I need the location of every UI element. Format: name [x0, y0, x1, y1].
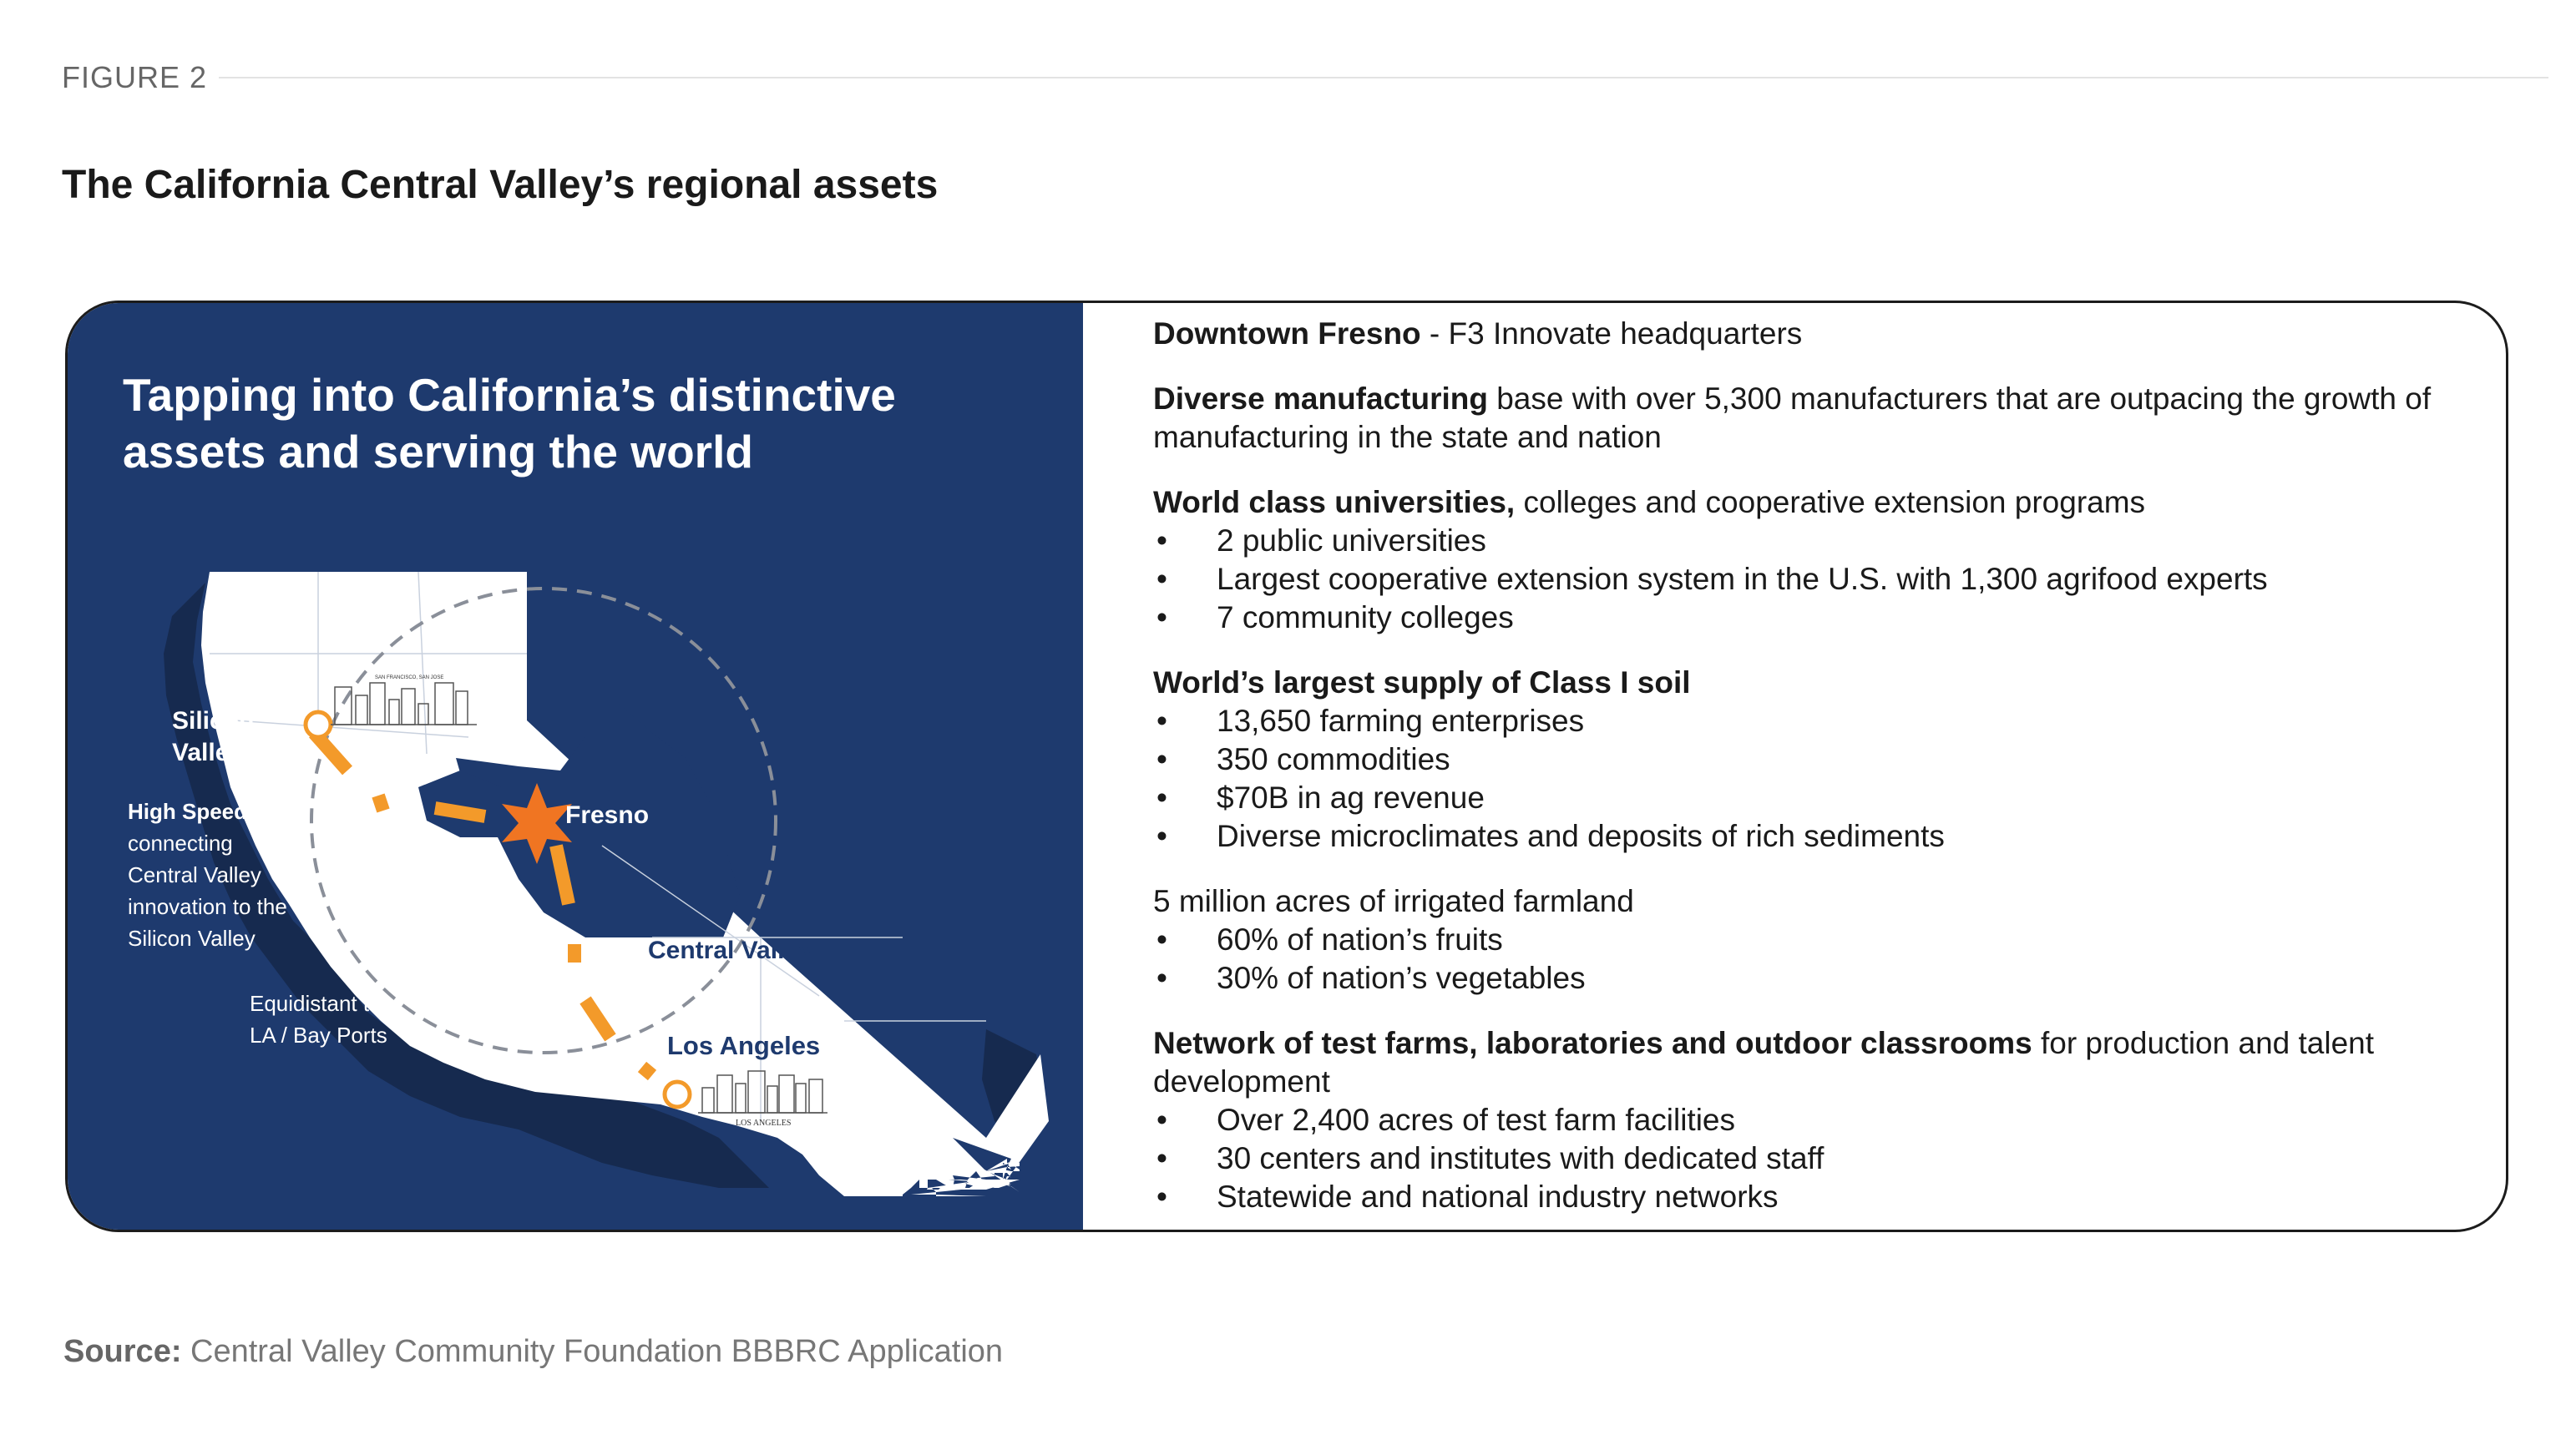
asset-heading-text: colleges and cooperative extension programs — [1515, 485, 2146, 519]
asset-heading-text: 5 million acres of irrigated farmland — [1153, 884, 1634, 918]
hsr-desc-line-1: connecting — [128, 831, 233, 856]
la-skyline-caption: LOS ANGELES — [736, 1119, 792, 1128]
hsr-desc-line-4: Silicon Valley — [128, 926, 256, 951]
asset-bullet-list — [1153, 702, 2472, 856]
asset-section-heading — [1153, 882, 2472, 921]
asset-section-heading — [1153, 483, 2472, 522]
asset-heading-text: for production and talent development — [1153, 1026, 2375, 1099]
asset-heading-text: base with over 5,300 manufacturers that are outpacing the growth of manufacturing in the state and nation — [1153, 381, 2432, 454]
asset-section — [1153, 664, 2472, 856]
asset-bullet-item: • 7 community colleges — [1153, 599, 2472, 637]
asset-bullet-item: • 30% of nation’s vegetables — [1153, 959, 2472, 998]
figure-title: The California Central Valley’s regional assets — [62, 163, 939, 207]
equidistant-line-2: LA / Bay Ports — [250, 1023, 387, 1048]
assets-list — [1153, 315, 2472, 1232]
silicon-valley-label-2: Valley — [172, 739, 244, 766]
asset-bullet-item: • 60% of nation’s fruits — [1153, 921, 2472, 959]
asset-section — [1153, 483, 2472, 637]
asset-heading-bold: World’s largest supply of Class I soil — [1153, 665, 1691, 700]
los-angeles-label: Los Angeles — [667, 1031, 821, 1060]
asset-bullet-item: • Over 2,400 acres of test farm facilities — [1153, 1101, 2472, 1139]
high-speed-rail-label: High Speed Rail — [128, 799, 293, 824]
asset-section — [1153, 882, 2472, 998]
equidistant-line-1: Equidistant to — [250, 991, 382, 1016]
silicon-valley-marker — [306, 712, 331, 737]
asset-heading-bold: Network of test farms, laboratories and outdoor classrooms — [1153, 1026, 2032, 1060]
asset-heading-bold: Diverse manufacturing — [1153, 381, 1488, 416]
source-label: Source: — [63, 1334, 182, 1369]
asset-heading-text: - F3 Innovate headquarters — [1420, 316, 1803, 351]
asset-bullet-list — [1153, 522, 2472, 637]
asset-bullet-list — [1153, 1101, 2472, 1216]
asset-bullet-item: • Statewide and national industry networks — [1153, 1178, 2472, 1216]
asset-bullet-item: • 30 centers and institutes with dedicated staff — [1153, 1139, 2472, 1178]
map-panel-heading: Tapping into California’s distinctive assets and serving the world — [123, 369, 896, 477]
source-note — [63, 1334, 1003, 1370]
asset-heading-bold: World class universities, — [1153, 485, 1516, 519]
hsr-desc-line-2: Central Valley — [128, 862, 261, 887]
asset-section — [1153, 315, 2472, 353]
content-panel — [65, 301, 2508, 1232]
asset-bullet-item: • Largest cooperative extension system in the U.S. with 1,300 agrifood experts — [1153, 560, 2472, 599]
asset-bullet-item: • Diverse microclimates and deposits of rich sediments — [1153, 817, 2472, 856]
bay-area-skyline-caption: SAN FRANCISCO, SAN JOSE — [375, 675, 444, 680]
asset-heading-bold: Downtown Fresno — [1153, 316, 1421, 351]
map-panel — [68, 303, 1083, 1230]
hsr-desc-line-3: innovation to the — [128, 894, 287, 919]
asset-section-heading — [1153, 664, 2472, 702]
header-rule — [219, 77, 2548, 78]
asset-bullet-item: • 2 public universities — [1153, 522, 2472, 560]
central-valley-label: Central Valley — [648, 937, 812, 964]
asset-section — [1153, 1024, 2472, 1216]
asset-bullet-item: • $70B in ag revenue — [1153, 779, 2472, 817]
asset-section-heading — [1153, 1024, 2472, 1101]
asset-bullet-item: • 13,650 farming enterprises — [1153, 702, 2472, 740]
asset-section-heading — [1153, 380, 2472, 457]
asset-section-heading — [1153, 315, 2472, 353]
los-angeles-marker — [665, 1082, 690, 1107]
fresno-label: Fresno — [565, 801, 650, 829]
silicon-valley-label-1: Silicon — [172, 707, 255, 735]
asset-bullet-list — [1153, 921, 2472, 998]
figure-label: FIGURE 2 — [62, 60, 208, 94]
source-text: Central Valley Community Foundation BBBRC Application — [181, 1334, 1004, 1369]
asset-section — [1153, 380, 2472, 457]
asset-bullet-item: • 350 commodities — [1153, 740, 2472, 779]
